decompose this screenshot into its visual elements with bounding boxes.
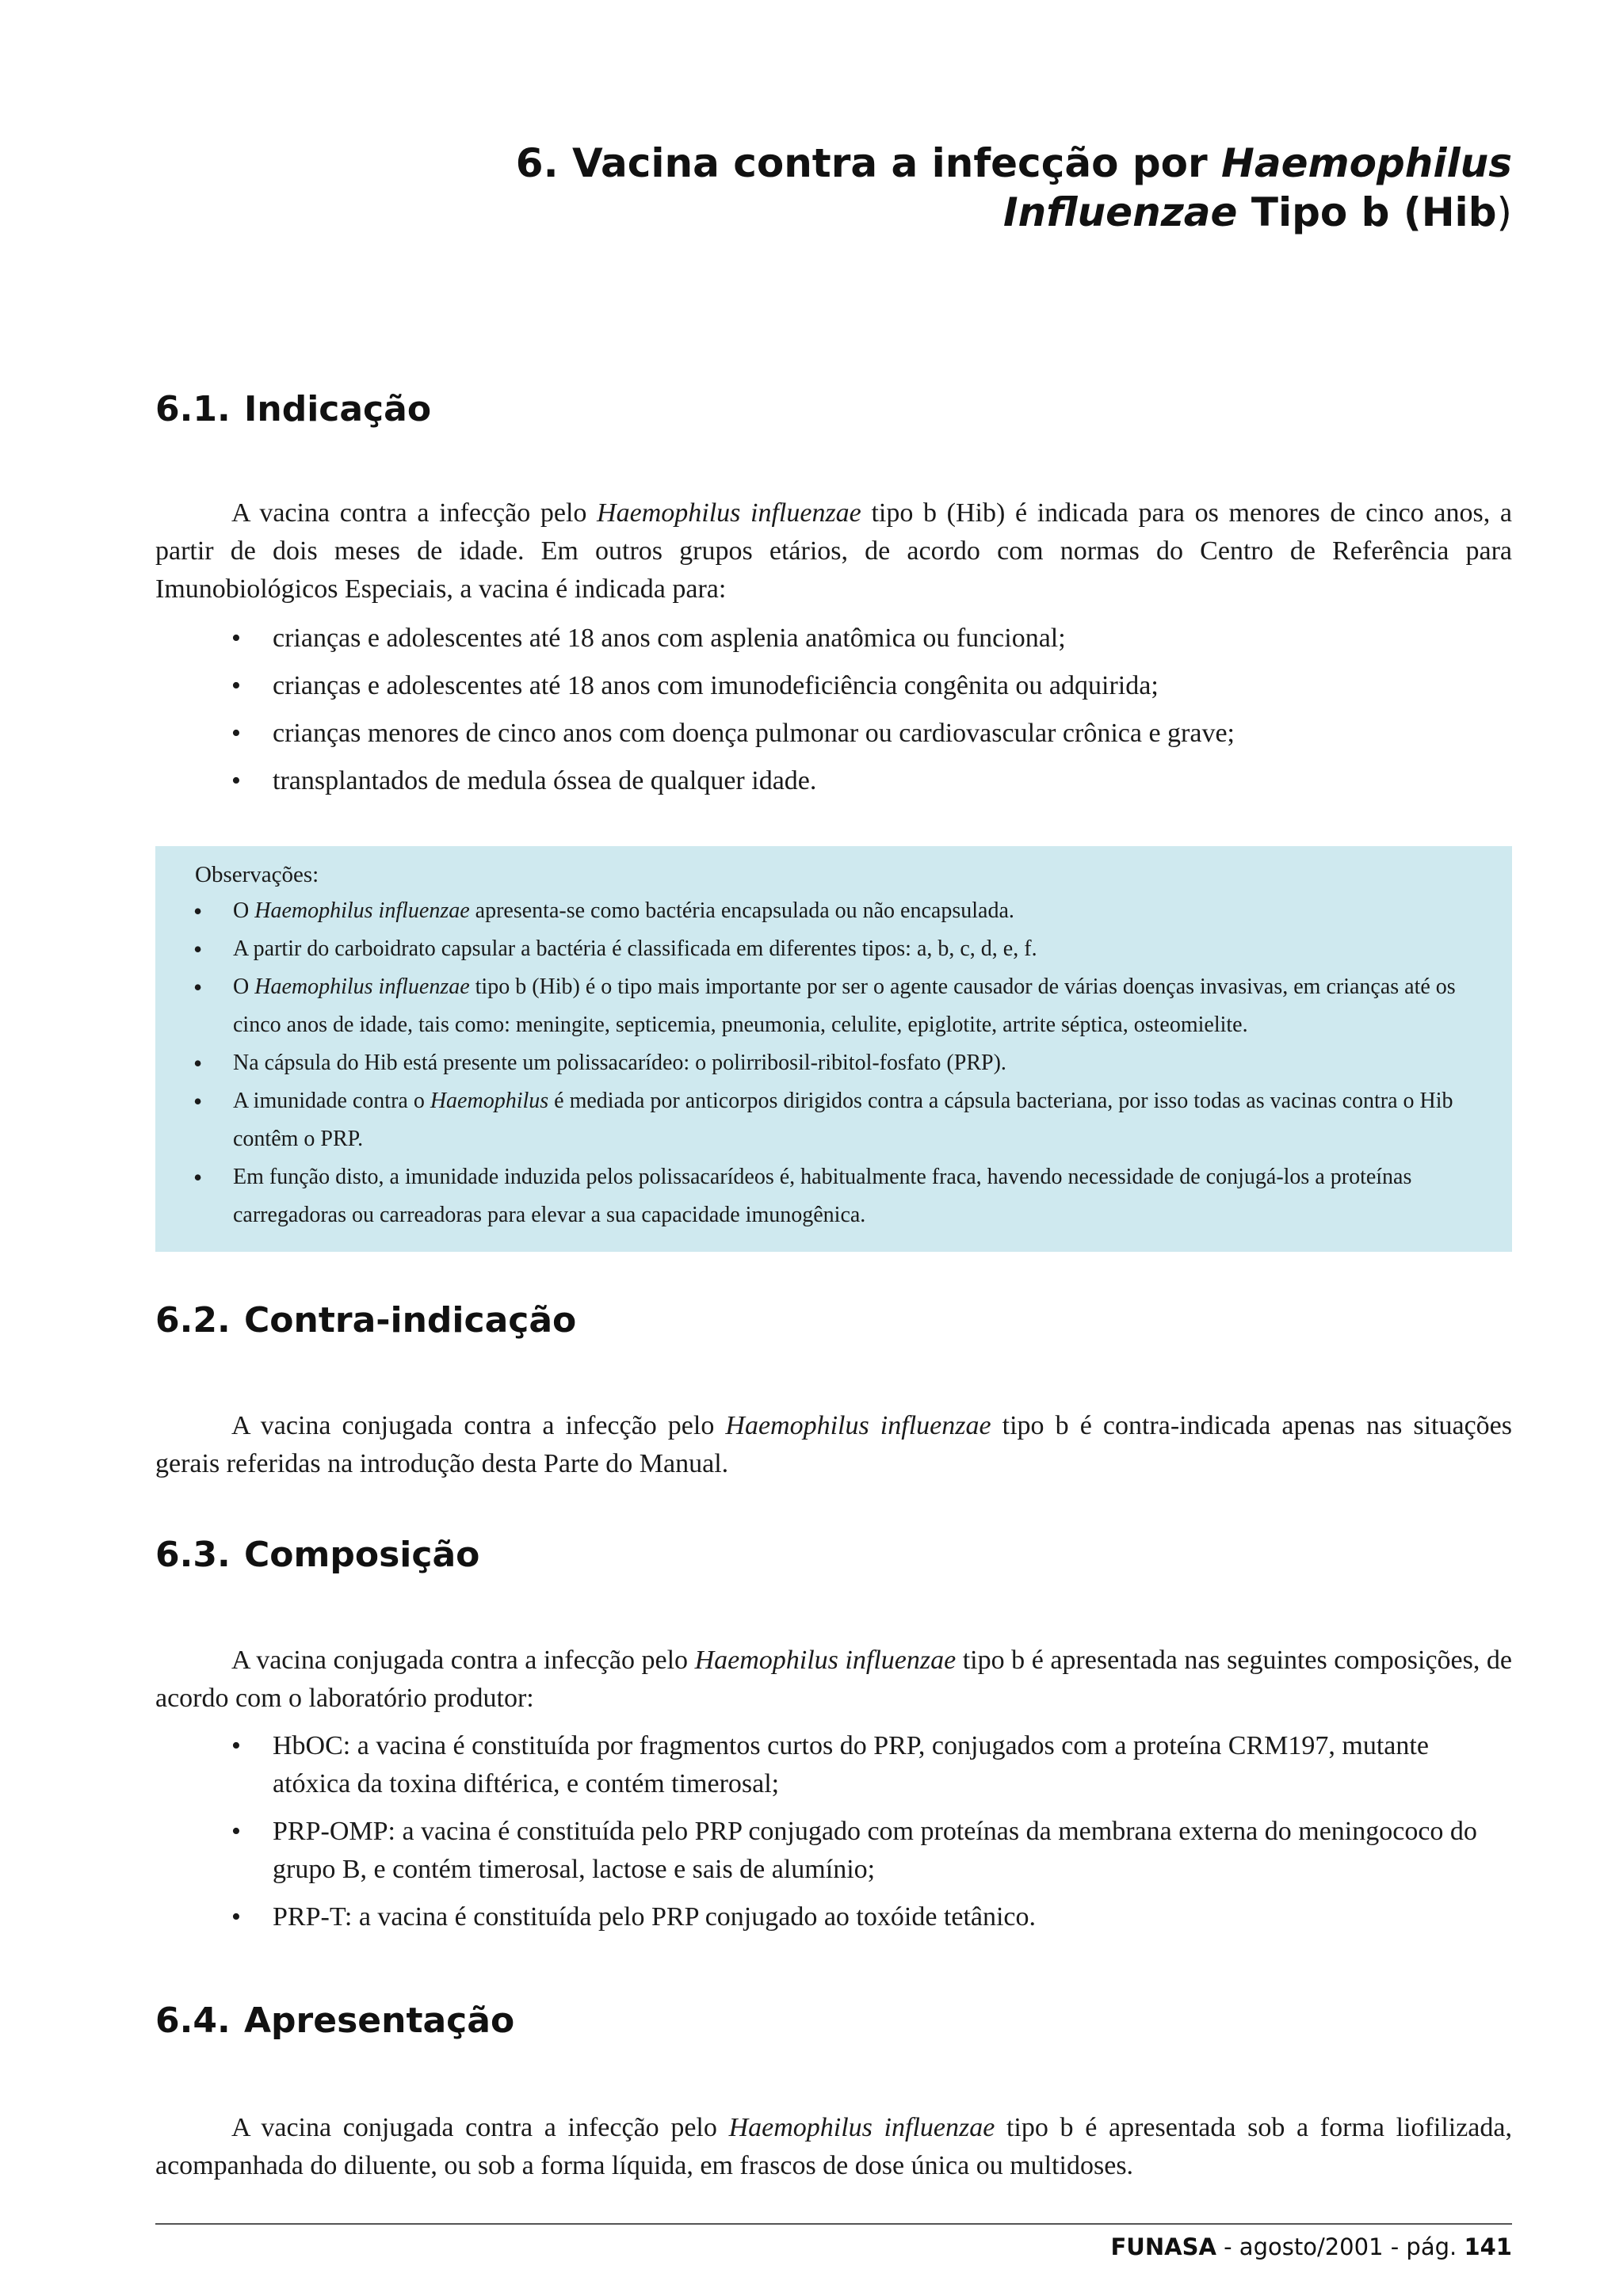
section-number: 6.2. — [155, 1300, 231, 1341]
paragraph-contra-indicacao — [155, 1407, 1512, 1483]
text-run: apresenta-se como bactéria encapsulada ou não encapsulada. — [469, 898, 1014, 923]
paragraph-composicao — [155, 1642, 1512, 1718]
section-heading-composicao — [155, 1534, 479, 1577]
text-run: tipo b (Hib) é indicada para os menores de cinco anos, a partir de dois meses de idade. Em outros grupos etários, de acordo com normas do Centro de Referência para Imunobiológicos Especiais, a vacina é indicada para: — [155, 498, 1512, 604]
list-item — [155, 892, 1495, 930]
chapter-title-paren: ) — [1496, 189, 1512, 235]
section-number: 6.1. — [155, 389, 231, 429]
list-item: • Em função disto, a imunidade induzida pelos polissacarídeos é, habitualmente fraca, havendo necessidade de conjugá-los a proteínas carregadoras ou carreadoras para elevar a sua capacidade imunogênica. — [155, 1158, 1495, 1234]
species-name: Haemophilus influenzae — [728, 2113, 995, 2142]
chapter-title-suffix: Tipo b (Hib — [1237, 189, 1497, 235]
section-heading-apresentacao — [155, 2000, 514, 2042]
section-heading-indicacao — [155, 388, 431, 431]
text-run: O — [233, 898, 255, 923]
list-item: • PRP-T: a vacina é constituída pelo PRP conjugado ao toxóide tetânico. — [155, 1898, 1512, 1936]
section-heading-contra-indicacao — [155, 1299, 576, 1342]
text-run: A vacina conjugada contra a infecção pelo — [231, 2113, 729, 2142]
text-run: tipo b é apresentada nas seguintes composições, de acordo com o laboratório produtor: — [155, 1646, 1513, 1713]
list-item — [155, 1082, 1495, 1158]
species-name: Haemophilus — [430, 1089, 549, 1113]
section-title: Apresentação — [244, 2000, 515, 2041]
species-name: Haemophilus influenzae — [254, 898, 470, 923]
observations-box — [155, 846, 1512, 1252]
chapter-title-italic: Haemophilus — [1221, 140, 1512, 186]
text-run: tipo b é contra-indicada apenas nas situações gerais referidas na introdução desta Parte do Manual. — [155, 1411, 1513, 1478]
section-title: Indicação — [244, 389, 432, 429]
text-run: A imunidade contra o — [233, 1089, 430, 1113]
list-item: • crianças e adolescentes até 18 anos com asplenia anatômica ou funcional; — [155, 620, 1512, 658]
page-footer — [1111, 2233, 1513, 2261]
list-item: • HbOC: a vacina é constituída por fragmentos curtos do PRP, conjugados com a proteína CRM197, mutante atóxica da toxina diftérica, e contém timerosal; — [155, 1727, 1512, 1803]
list-item: • crianças e adolescentes até 18 anos com imunodeficiência congênita ou adquirida; — [155, 667, 1512, 705]
chapter-title — [403, 139, 1512, 237]
text-run: tipo b é apresentada sob a forma liofilizada, acompanhada do diluente, ou sob a forma líquida, em frascos de dose única ou multidoses. — [155, 2113, 1512, 2180]
text-run: A vacina contra a infecção pelo — [231, 498, 598, 528]
footer-org: FUNASA — [1110, 2233, 1216, 2260]
list-item: • PRP-OMP: a vacina é constituída pelo PRP conjugado com proteínas da membrana externa do meningococo do grupo B, e contém timerosal, lactose e sais de alumínio; — [155, 1813, 1512, 1889]
section-title: Composição — [244, 1535, 480, 1575]
observations-list — [155, 892, 1495, 1234]
paragraph-apresentacao — [155, 2109, 1512, 2185]
list-item: • crianças menores de cinco anos com doença pulmonar ou cardiovascular crônica e grave; — [155, 715, 1512, 753]
indicacao-list — [155, 620, 1512, 810]
text-run: O — [233, 974, 255, 999]
section-number: 6.3. — [155, 1535, 231, 1575]
section-title: Contra-indicação — [244, 1300, 577, 1341]
paragraph-indicacao — [155, 494, 1512, 608]
text-run: tipo b (Hib) é o tipo mais importante por ser o agente causador de várias doenças invasivas, em crianças até os cinco anos de idade, tais como: meningite, septicemia, pneumonia, celulite, epiglotite, artrite séptica, osteomielite. — [233, 974, 1456, 1037]
footer-date: - agosto/2001 - pág. — [1216, 2233, 1465, 2260]
list-item — [155, 968, 1495, 1044]
text-run: A vacina conjugada contra a infecção pelo — [231, 1646, 695, 1675]
footer-divider — [155, 2223, 1512, 2225]
list-item: • transplantados de medula óssea de qualquer idade. — [155, 762, 1512, 800]
text-run: é mediada por anticorpos dirigidos contra a cápsula bacteriana, por isso todas as vacinas contra o Hib contêm o PRP. — [233, 1089, 1453, 1151]
list-item: • A partir do carboidrato capsular a bactéria é classificada em diferentes tipos: a, b, c, d, e, f. — [155, 930, 1495, 968]
chapter-title-text: 6. Vacina contra a infecção por — [515, 140, 1222, 186]
text-run: A vacina conjugada contra a infecção pelo — [231, 1411, 726, 1440]
species-name: Haemophilus influenzae — [597, 498, 861, 528]
page-number: 141 — [1464, 2233, 1512, 2260]
chapter-title-italic-2: Influenzae — [1003, 189, 1238, 235]
section-number: 6.4. — [155, 2000, 231, 2041]
composicao-list — [155, 1727, 1512, 1946]
species-name: Haemophilus influenzae — [694, 1646, 957, 1675]
list-item: • Na cápsula do Hib está presente um polissacarídeo: o polirribosil-ribitol-fosfato (PRP). — [155, 1044, 1495, 1082]
observations-title: Observações: — [195, 862, 319, 887]
species-name: Haemophilus influenzae — [725, 1411, 991, 1440]
species-name: Haemophilus influenzae — [254, 974, 470, 999]
